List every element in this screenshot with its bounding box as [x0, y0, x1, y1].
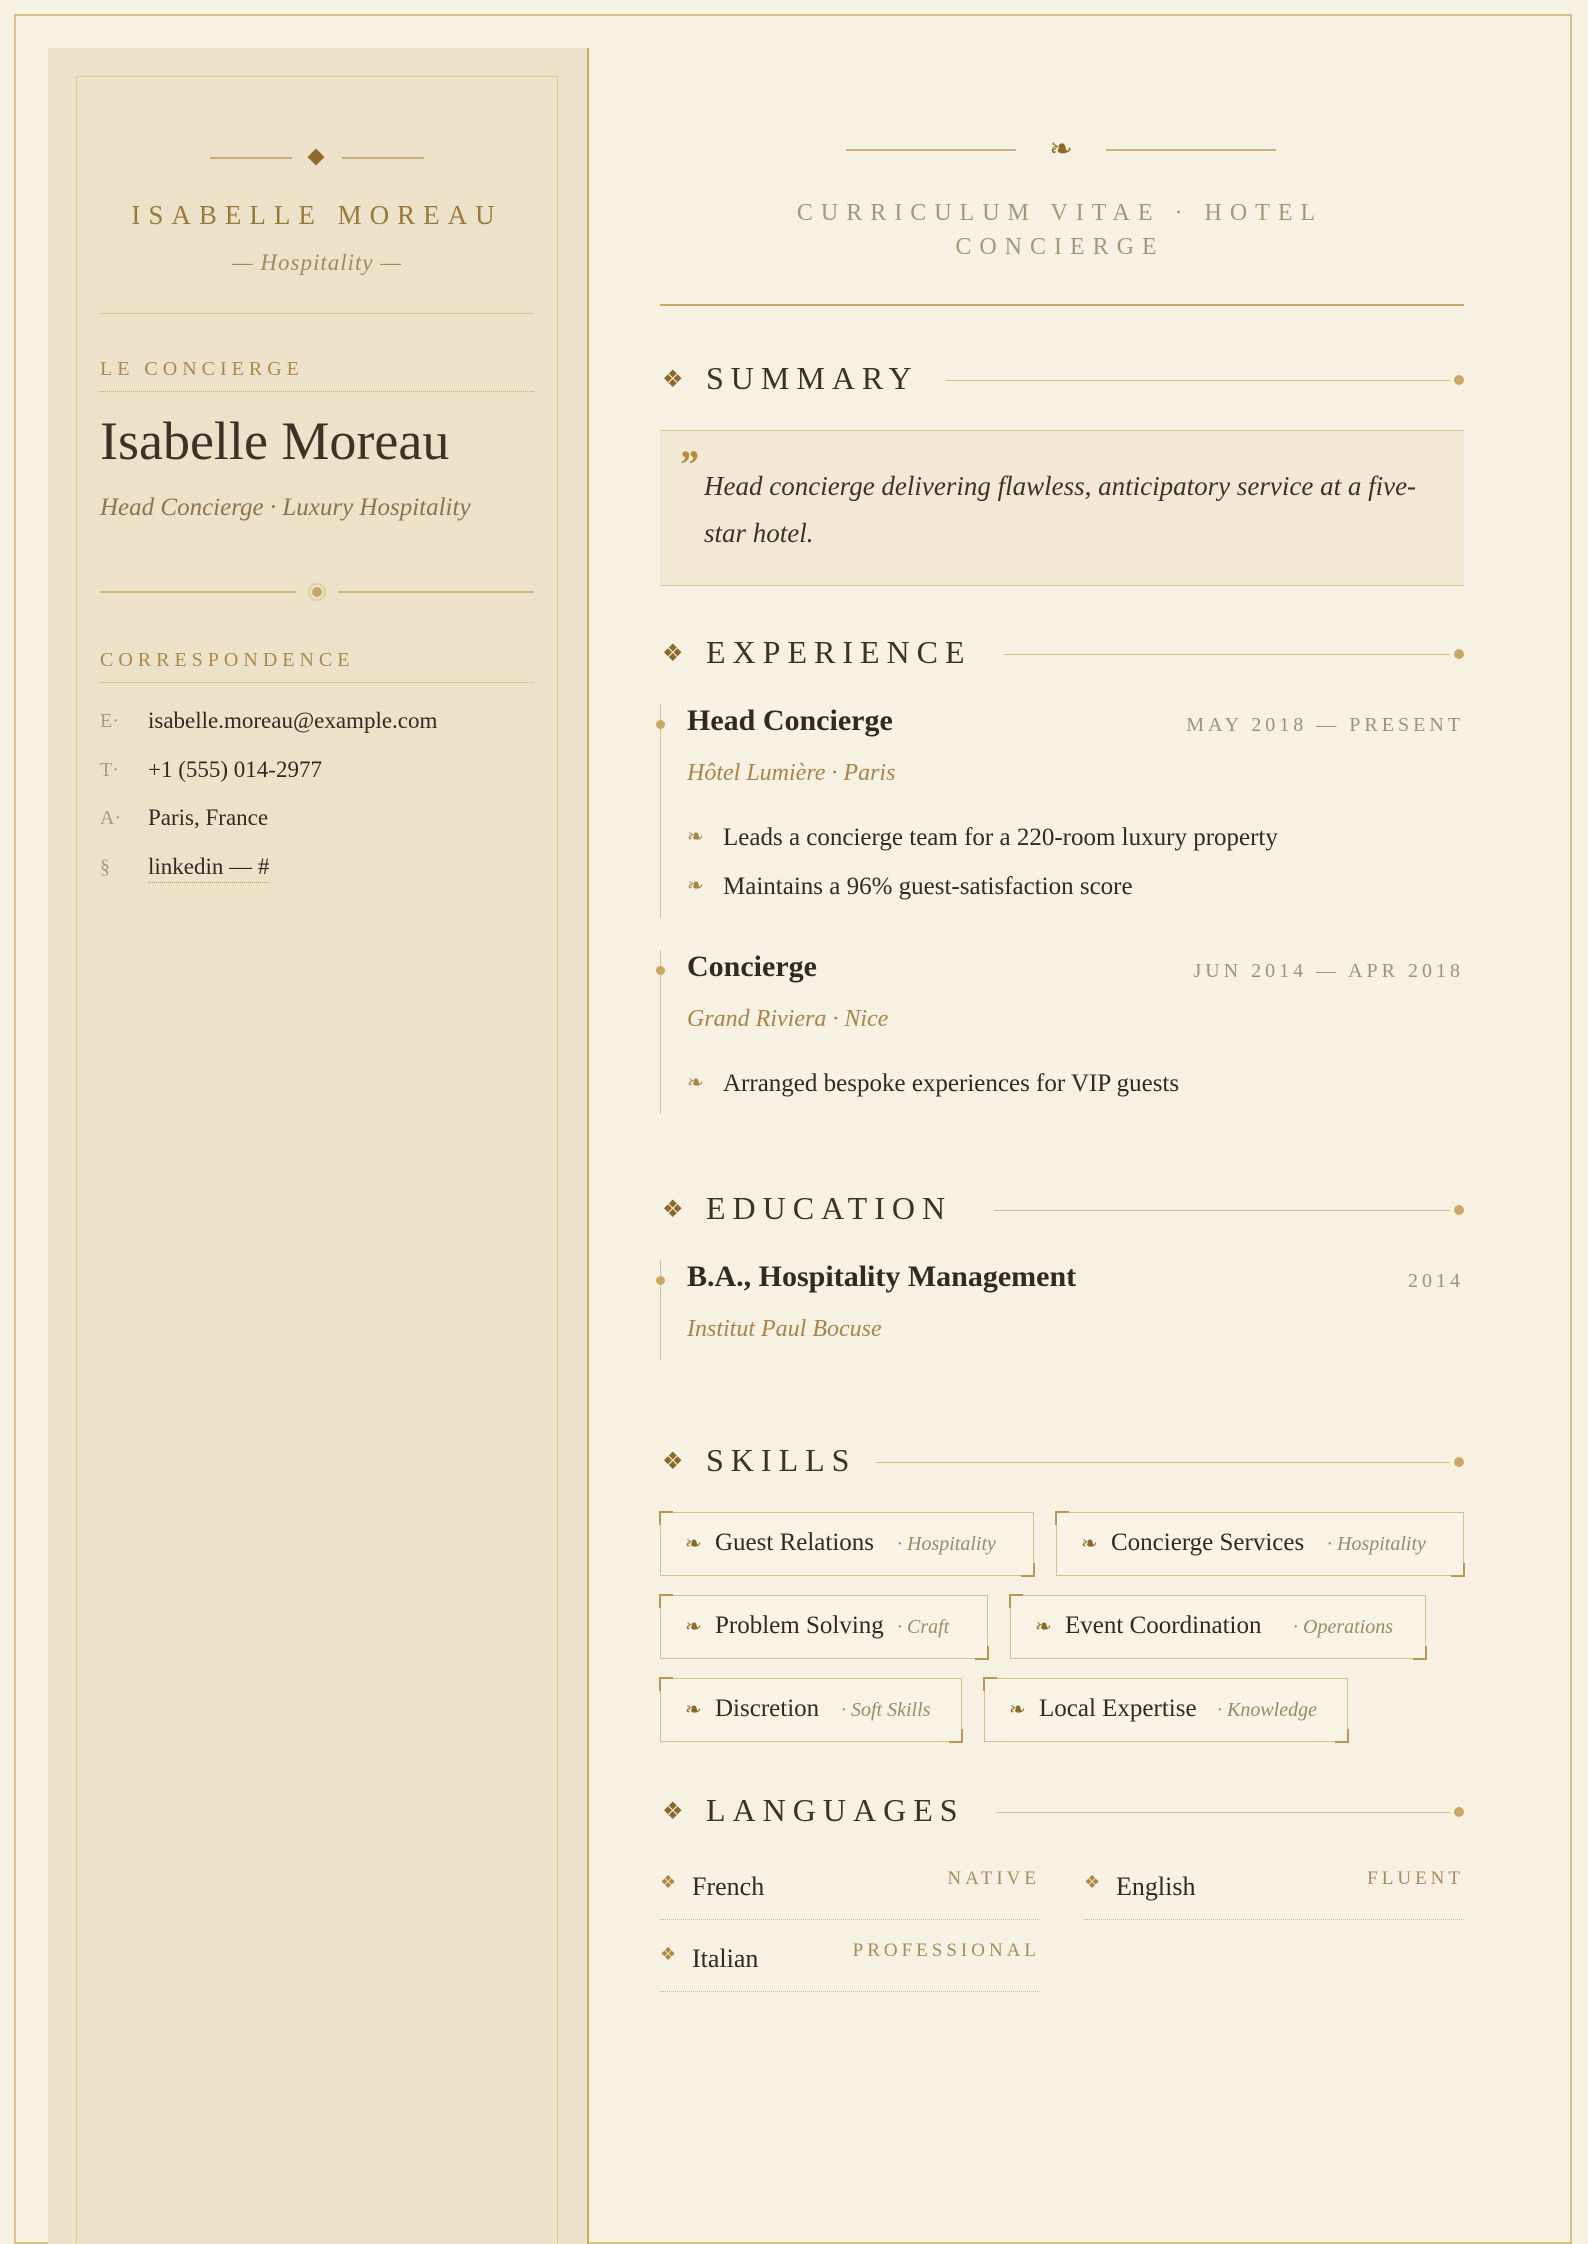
section-education-heading [660, 1190, 1464, 1230]
job-bullet [687, 824, 1447, 860]
language-name: French [692, 1872, 765, 1901]
floral-heart-icon: ❧ [1009, 1697, 1026, 1721]
section-title: EDUCATION [706, 1190, 953, 1226]
contact-phone [100, 757, 534, 791]
language-level: NATIVE [947, 1868, 1040, 1889]
section-dot [1454, 1205, 1464, 1215]
skill-category: · Operations [1293, 1616, 1393, 1638]
section-title: LANGUAGES [706, 1792, 965, 1828]
diamond-icon: ❖ [660, 1944, 677, 1965]
skill-chip [660, 1678, 962, 1742]
diamond-icon: ❖ [662, 365, 684, 393]
diamond-icon: ❖ [662, 1195, 684, 1223]
job-organization: Grand Riviera · Nice [687, 1006, 889, 1032]
ornament-dot-icon [100, 582, 534, 602]
skill-name: Discretion [715, 1695, 820, 1722]
skill-name: Concierge Services [1111, 1529, 1305, 1556]
language-name: Italian [692, 1944, 759, 1973]
candidate-title: Head Concierge · Luxury Hospitality [100, 494, 471, 521]
section-line [876, 1462, 1450, 1463]
skill-category: · Hospitality [897, 1533, 996, 1555]
brand-subtitle: — Hospitality — [232, 250, 402, 275]
svg-text:❧: ❧ [1049, 134, 1073, 164]
skill-name: Problem Solving [715, 1612, 884, 1639]
skill-category: · Hospitality [1327, 1533, 1426, 1555]
floral-heart-icon: ❧ [687, 824, 704, 848]
language-item [660, 1862, 1040, 1920]
job-title: Concierge [687, 950, 817, 983]
diamond-icon: ❖ [662, 639, 684, 667]
job-organization: Hôtel Lumière · Paris [687, 760, 896, 786]
section-summary-heading [660, 360, 1464, 400]
ornament-diamond-icon [210, 148, 424, 168]
diamond-icon: ❖ [662, 1797, 684, 1825]
job-dates: MAY 2018 — PRESENT [1186, 714, 1464, 736]
floral-heart-icon: ❧ [1035, 1614, 1052, 1638]
experience-entry [660, 704, 1464, 918]
address-value: Paris, France [148, 805, 269, 830]
skill-category: · Knowledge [1217, 1699, 1317, 1721]
skill-name: Guest Relations [715, 1529, 875, 1556]
floral-heart-icon: ❧ [685, 1614, 702, 1638]
job-dates: JUN 2014 — APR 2018 [1193, 960, 1464, 982]
job-bullet [687, 873, 1447, 909]
language-name: English [1116, 1872, 1196, 1901]
education-year: 2014 [1408, 1270, 1464, 1292]
contact-linkedin [100, 854, 534, 888]
section-dot [1454, 649, 1464, 659]
timeline-dot [656, 966, 665, 975]
diamond-icon: ❖ [1084, 1872, 1101, 1893]
sidebar-divider-line [100, 313, 534, 314]
floral-heart-icon: ❧ [1081, 1531, 1098, 1555]
candidate-name: Isabelle Moreau [100, 411, 450, 471]
quote-icon: ” [678, 442, 698, 487]
section-line [1004, 654, 1450, 655]
diamond-icon: ❖ [662, 1447, 684, 1475]
language-item [1084, 1862, 1464, 1920]
job-title: Head Concierge [687, 704, 893, 737]
school: Institut Paul Bocuse [687, 1316, 882, 1342]
bullet-text: Maintains a 96% guest-satisfaction score [723, 873, 1133, 900]
section-title: EXPERIENCE [706, 634, 972, 670]
floral-heart-icon: ❧ [687, 873, 704, 897]
skill-chip [1056, 1512, 1464, 1576]
language-level: FLUENT [1367, 1868, 1464, 1889]
language-level: PROFESSIONAL [852, 1940, 1040, 1961]
contact-key: A· [100, 807, 122, 829]
job-bullet [687, 1070, 1447, 1106]
summary-text: Head concierge delivering flawless, anticipatory service at a five-star hotel. [704, 471, 1417, 548]
contact-key: § [100, 856, 110, 878]
bullet-text: Arranged bespoke experiences for VIP guests [723, 1070, 1180, 1097]
linkedin-link[interactable]: linkedin — # [148, 854, 269, 883]
floral-heart-icon: ❧ [685, 1697, 702, 1721]
bullet-text: Leads a concierge team for a 220-room luxury property [723, 824, 1278, 851]
summary-box [660, 430, 1464, 586]
floral-heart-icon: ❧ [685, 1531, 702, 1555]
profile-label: LE CONCIERGE [100, 358, 534, 392]
section-line [994, 1210, 1450, 1211]
ornament-heart-icon [846, 134, 1276, 164]
sidebar-divider [587, 48, 589, 2244]
section-dot [1454, 1807, 1464, 1817]
header-rule [660, 304, 1464, 306]
timeline-dot [656, 720, 665, 729]
floral-heart-icon: ❧ [687, 1070, 704, 1094]
skill-name: Local Expertise [1039, 1695, 1197, 1722]
phone-value: +1 (555) 014-2977 [148, 757, 322, 782]
contact-address [100, 805, 534, 839]
diamond-icon: ❖ [660, 1872, 677, 1893]
section-languages-heading [660, 1792, 1464, 1832]
section-title: SUMMARY [706, 360, 919, 396]
header-line-1: CURRICULUM VITAE · HOTEL [796, 200, 1324, 226]
section-experience-heading [660, 634, 1464, 674]
section-dot [1454, 375, 1464, 385]
section-dot [1454, 1457, 1464, 1467]
skill-chip [660, 1512, 1034, 1576]
education-entry [660, 1260, 1464, 1360]
skill-chip [660, 1595, 988, 1659]
skill-chip [984, 1678, 1348, 1742]
skill-name: Event Coordination [1065, 1612, 1262, 1639]
email-value[interactable]: isabelle.moreau@example.com [148, 708, 438, 733]
brand-name: ISABELLE MOREAU [131, 200, 503, 230]
sidebar-frame [76, 76, 558, 2244]
section-line [996, 1812, 1450, 1813]
contact-email [100, 708, 534, 742]
section-line [946, 380, 1450, 381]
section-title: SKILLS [706, 1442, 857, 1478]
language-item [660, 1934, 1040, 1992]
timeline-dot [656, 1276, 665, 1285]
contact-key: T· [100, 759, 119, 781]
skill-category: · Craft [897, 1616, 950, 1638]
section-skills-heading [660, 1442, 1464, 1482]
skill-chip [1010, 1595, 1426, 1659]
skill-category: · Soft Skills [841, 1699, 931, 1721]
contact-label: CORRESPONDENCE [100, 649, 534, 683]
document-header [660, 196, 1460, 264]
experience-entry [660, 950, 1464, 1114]
header-line-2: CONCIERGE [955, 234, 1165, 260]
degree: B.A., Hospitality Management [687, 1260, 1077, 1293]
contact-key: E· [100, 710, 119, 732]
